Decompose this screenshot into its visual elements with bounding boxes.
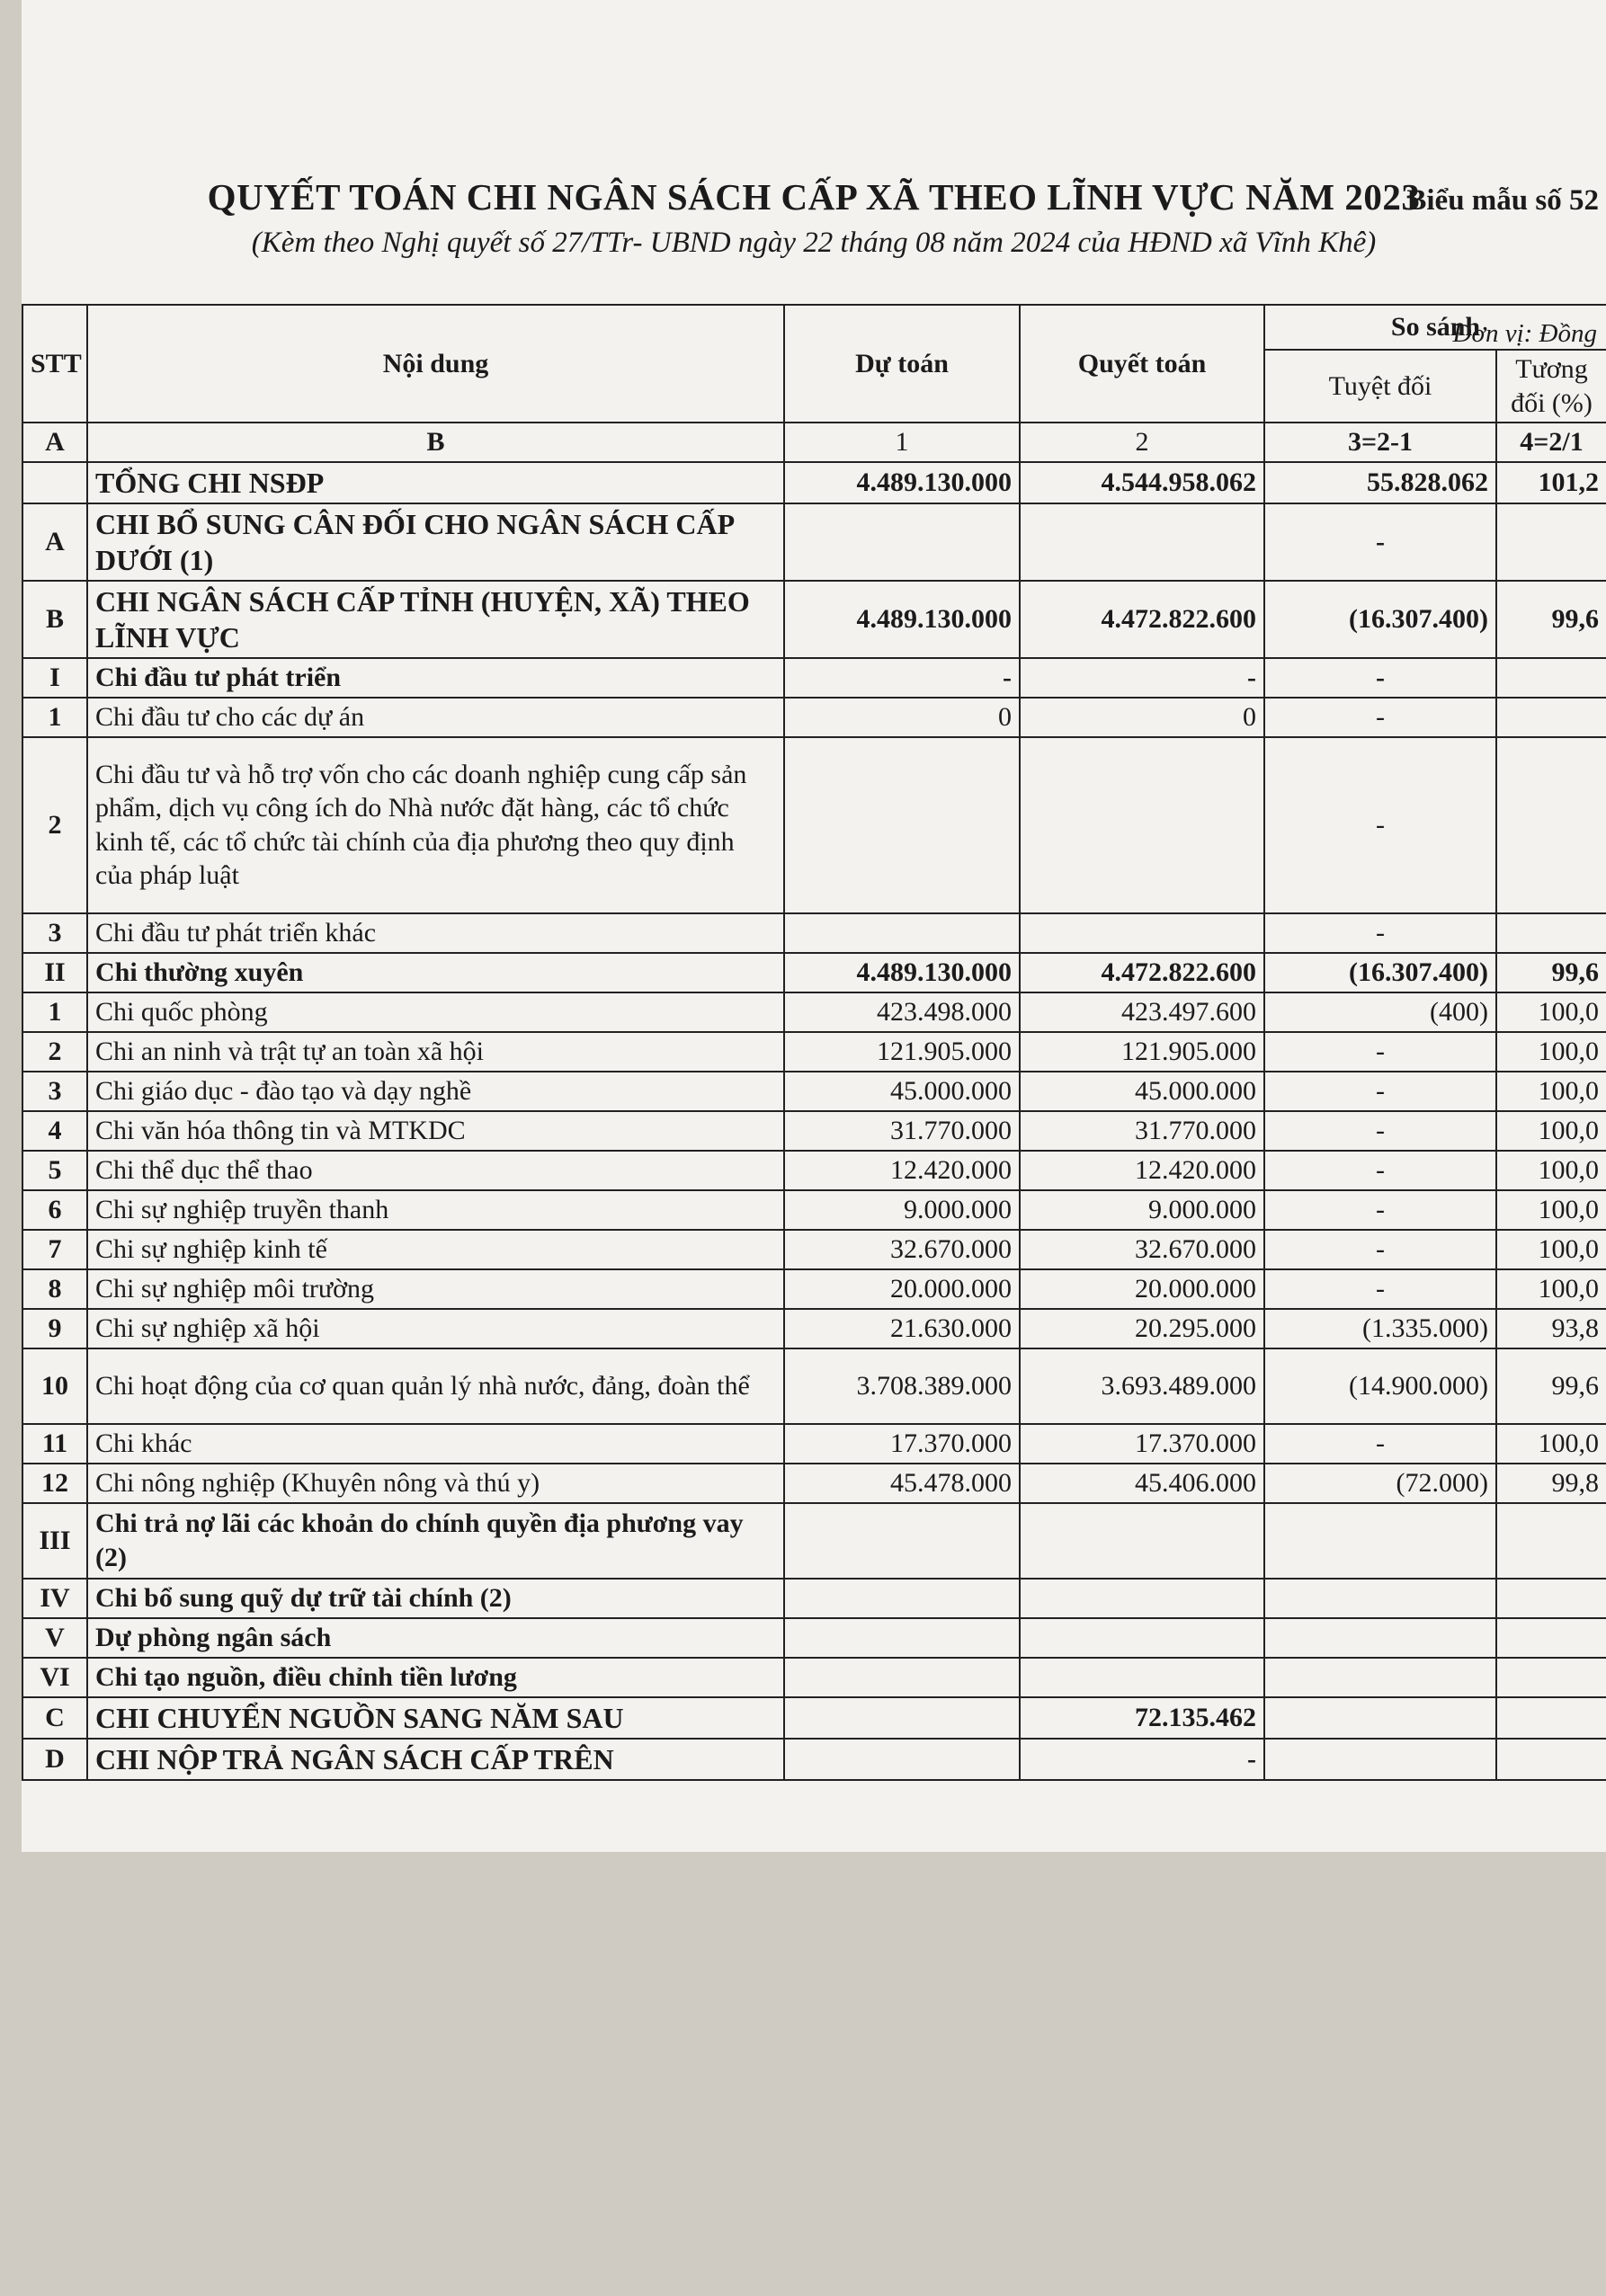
table-row bbox=[22, 1072, 1606, 1111]
cell-stt: VI bbox=[22, 1658, 87, 1697]
cell-relative bbox=[1496, 737, 1606, 913]
cell-absolute: - bbox=[1264, 1072, 1496, 1111]
cell-content: Chi sự nghiệp xã hội bbox=[87, 1309, 784, 1348]
cell-estimate: - bbox=[784, 658, 1020, 698]
cell-stt bbox=[22, 462, 87, 503]
cell-absolute: - bbox=[1264, 503, 1496, 581]
cell-content: CHI BỔ SUNG CÂN ĐỐI CHO NGÂN SÁCH CẤP DƯỚI (1) bbox=[87, 503, 784, 581]
cell-stt: V bbox=[22, 1618, 87, 1658]
cell-content: Chi đầu tư phát triển bbox=[87, 658, 784, 698]
cell-content: Chi khác bbox=[87, 1424, 784, 1464]
cell-absolute bbox=[1264, 1503, 1496, 1579]
cell-final: 32.670.000 bbox=[1020, 1230, 1264, 1269]
index-final: 2 bbox=[1020, 423, 1264, 462]
cell-absolute: - bbox=[1264, 913, 1496, 953]
cell-stt: A bbox=[22, 503, 87, 581]
cell-final: 4.472.822.600 bbox=[1020, 581, 1264, 658]
header-stt: STT bbox=[22, 305, 87, 423]
cell-final: 17.370.000 bbox=[1020, 1424, 1264, 1464]
table-row bbox=[22, 1424, 1606, 1464]
cell-final: 12.420.000 bbox=[1020, 1151, 1264, 1190]
cell-content: Chi thể dục thể thao bbox=[87, 1151, 784, 1190]
cell-stt: 1 bbox=[22, 992, 87, 1032]
cell-stt: 1 bbox=[22, 698, 87, 737]
cell-stt: 5 bbox=[22, 1151, 87, 1190]
currency-unit: Đơn vị: Đồng bbox=[1452, 319, 1597, 348]
cell-final: 45.406.000 bbox=[1020, 1464, 1264, 1503]
cell-content: Chi trả nợ lãi các khoản do chính quyền địa phương vay (2) bbox=[87, 1503, 784, 1579]
table-row bbox=[22, 737, 1606, 913]
budget-table-body bbox=[22, 462, 1606, 1780]
cell-estimate: 4.489.130.000 bbox=[784, 953, 1020, 992]
cell-estimate: 21.630.000 bbox=[784, 1309, 1020, 1348]
cell-stt: 8 bbox=[22, 1269, 87, 1309]
cell-estimate bbox=[784, 1503, 1020, 1579]
cell-content: TỔNG CHI NSĐP bbox=[87, 462, 784, 503]
cell-relative: 99,6 bbox=[1496, 581, 1606, 658]
cell-final: 20.295.000 bbox=[1020, 1309, 1264, 1348]
cell-stt: 2 bbox=[22, 737, 87, 913]
cell-content: Chi an ninh và trật tự an toàn xã hội bbox=[87, 1032, 784, 1072]
cell-absolute: - bbox=[1264, 1230, 1496, 1269]
cell-absolute bbox=[1264, 1658, 1496, 1697]
cell-stt: III bbox=[22, 1503, 87, 1579]
cell-estimate: 32.670.000 bbox=[784, 1230, 1020, 1269]
index-relative: 4=2/1 bbox=[1496, 423, 1606, 462]
table-row bbox=[22, 1464, 1606, 1503]
cell-content: CHI CHUYỂN NGUỒN SANG NĂM SAU bbox=[87, 1697, 784, 1739]
cell-relative bbox=[1496, 698, 1606, 737]
cell-content: Chi văn hóa thông tin và MTKDC bbox=[87, 1111, 784, 1151]
cell-relative bbox=[1496, 1697, 1606, 1739]
cell-relative bbox=[1496, 913, 1606, 953]
cell-absolute: (16.307.400) bbox=[1264, 953, 1496, 992]
cell-relative: 100,0 bbox=[1496, 992, 1606, 1032]
cell-content: Chi sự nghiệp truyền thanh bbox=[87, 1190, 784, 1230]
cell-estimate: 0 bbox=[784, 698, 1020, 737]
cell-absolute: - bbox=[1264, 658, 1496, 698]
table-row bbox=[22, 1348, 1606, 1424]
cell-final bbox=[1020, 1618, 1264, 1658]
table-row bbox=[22, 698, 1606, 737]
table-row bbox=[22, 1190, 1606, 1230]
cell-relative: 100,0 bbox=[1496, 1072, 1606, 1111]
cell-stt: 6 bbox=[22, 1190, 87, 1230]
cell-final bbox=[1020, 1658, 1264, 1697]
index-estimate: 1 bbox=[784, 423, 1020, 462]
cell-relative bbox=[1496, 1739, 1606, 1780]
cell-estimate: 31.770.000 bbox=[784, 1111, 1020, 1151]
cell-absolute bbox=[1264, 1739, 1496, 1780]
cell-relative: 100,0 bbox=[1496, 1424, 1606, 1464]
cell-final: 0 bbox=[1020, 698, 1264, 737]
table-row bbox=[22, 1230, 1606, 1269]
cell-content: Chi sự nghiệp môi trường bbox=[87, 1269, 784, 1309]
cell-stt: B bbox=[22, 581, 87, 658]
cell-stt: II bbox=[22, 953, 87, 992]
cell-absolute: - bbox=[1264, 1424, 1496, 1464]
cell-stt: C bbox=[22, 1697, 87, 1739]
table-row bbox=[22, 1658, 1606, 1697]
table-row bbox=[22, 953, 1606, 992]
cell-absolute bbox=[1264, 1697, 1496, 1739]
header-content: Nội dung bbox=[87, 305, 784, 423]
cell-final: 31.770.000 bbox=[1020, 1111, 1264, 1151]
budget-table bbox=[22, 304, 1606, 1781]
table-row bbox=[22, 1618, 1606, 1658]
cell-relative: 99,6 bbox=[1496, 1348, 1606, 1424]
cell-stt: 11 bbox=[22, 1424, 87, 1464]
cell-content: Chi giáo dục - đào tạo và dạy nghề bbox=[87, 1072, 784, 1111]
cell-final bbox=[1020, 1579, 1264, 1618]
cell-final bbox=[1020, 737, 1264, 913]
cell-stt: 12 bbox=[22, 1464, 87, 1503]
cell-stt: 3 bbox=[22, 913, 87, 953]
table-row bbox=[22, 992, 1606, 1032]
cell-stt: IV bbox=[22, 1579, 87, 1618]
cell-estimate bbox=[784, 1739, 1020, 1780]
cell-content: Chi bổ sung quỹ dự trữ tài chính (2) bbox=[87, 1579, 784, 1618]
cell-estimate: 4.489.130.000 bbox=[784, 462, 1020, 503]
header-compare: So sánh bbox=[1264, 305, 1606, 350]
cell-relative bbox=[1496, 1658, 1606, 1697]
table-row bbox=[22, 1697, 1606, 1739]
cell-relative bbox=[1496, 1579, 1606, 1618]
cell-absolute bbox=[1264, 1618, 1496, 1658]
cell-estimate: 20.000.000 bbox=[784, 1269, 1020, 1309]
form-number: Biểu mẫu số 52 bbox=[1406, 184, 1599, 217]
cell-relative: 100,0 bbox=[1496, 1151, 1606, 1190]
table-row bbox=[22, 913, 1606, 953]
cell-stt: 3 bbox=[22, 1072, 87, 1111]
cell-content: Dự phòng ngân sách bbox=[87, 1618, 784, 1658]
cell-estimate bbox=[784, 913, 1020, 953]
table-row bbox=[22, 1151, 1606, 1190]
cell-estimate: 423.498.000 bbox=[784, 992, 1020, 1032]
cell-estimate: 45.000.000 bbox=[784, 1072, 1020, 1111]
cell-estimate: 17.370.000 bbox=[784, 1424, 1020, 1464]
cell-relative: 100,0 bbox=[1496, 1032, 1606, 1072]
cell-stt: 4 bbox=[22, 1111, 87, 1151]
cell-content: CHI NỘP TRẢ NGÂN SÁCH CẤP TRÊN bbox=[87, 1739, 784, 1780]
table-row bbox=[22, 1579, 1606, 1618]
cell-estimate bbox=[784, 1579, 1020, 1618]
cell-estimate: 12.420.000 bbox=[784, 1151, 1020, 1190]
header-absolute: Tuyệt đối bbox=[1264, 350, 1496, 423]
cell-content: Chi quốc phòng bbox=[87, 992, 784, 1032]
cell-estimate bbox=[784, 1658, 1020, 1697]
cell-final: 3.693.489.000 bbox=[1020, 1348, 1264, 1424]
header-final: Quyết toán bbox=[1020, 305, 1264, 423]
cell-content: Chi hoạt động của cơ quan quản lý nhà nước, đảng, đoàn thể bbox=[87, 1348, 784, 1424]
cell-absolute: - bbox=[1264, 1111, 1496, 1151]
cell-stt: 10 bbox=[22, 1348, 87, 1424]
cell-content: Chi đầu tư và hỗ trợ vốn cho các doanh nghiệp cung cấp sản phẩm, dịch vụ công ích do Nhà nước đặt hàng, các tổ chức kinh tế, các tổ chức tài chính của địa phương theo quy định của pháp luật bbox=[87, 737, 784, 913]
cell-content: CHI NGÂN SÁCH CẤP TỈNH (HUYỆN, XÃ) THEO LĨNH VỰC bbox=[87, 581, 784, 658]
cell-relative bbox=[1496, 658, 1606, 698]
cell-stt: D bbox=[22, 1739, 87, 1780]
cell-content: Chi thường xuyên bbox=[87, 953, 784, 992]
cell-absolute: - bbox=[1264, 1190, 1496, 1230]
cell-absolute: - bbox=[1264, 737, 1496, 913]
cell-final bbox=[1020, 503, 1264, 581]
cell-final: 4.544.958.062 bbox=[1020, 462, 1264, 503]
cell-relative bbox=[1496, 1618, 1606, 1658]
cell-relative: 99,6 bbox=[1496, 953, 1606, 992]
table-row bbox=[22, 1309, 1606, 1348]
page-subtitle: (Kèm theo Nghị quyết số 27/TTr- UBND ngày 22 tháng 08 năm 2024 của HĐND xã Vĩnh Khê) bbox=[251, 227, 1377, 259]
table-row bbox=[22, 1739, 1606, 1780]
document-page bbox=[22, 0, 1606, 1852]
cell-estimate bbox=[784, 1618, 1020, 1658]
cell-estimate: 9.000.000 bbox=[784, 1190, 1020, 1230]
cell-absolute: (1.335.000) bbox=[1264, 1309, 1496, 1348]
table-row bbox=[22, 1269, 1606, 1309]
header-relative: Tương đối (%) bbox=[1496, 350, 1606, 423]
cell-estimate: 121.905.000 bbox=[784, 1032, 1020, 1072]
cell-stt: 9 bbox=[22, 1309, 87, 1348]
cell-content: Chi đầu tư cho các dự án bbox=[87, 698, 784, 737]
cell-estimate: 3.708.389.000 bbox=[784, 1348, 1020, 1424]
cell-relative: 101,2 bbox=[1496, 462, 1606, 503]
cell-final: - bbox=[1020, 1739, 1264, 1780]
page-title: QUYẾT TOÁN CHI NGÂN SÁCH CẤP XÃ THEO LĨNH VỰC NĂM 2023 bbox=[207, 176, 1421, 218]
cell-absolute: - bbox=[1264, 1151, 1496, 1190]
table-row bbox=[22, 1032, 1606, 1072]
cell-final: 4.472.822.600 bbox=[1020, 953, 1264, 992]
cell-stt: 2 bbox=[22, 1032, 87, 1072]
cell-final: 20.000.000 bbox=[1020, 1269, 1264, 1309]
cell-absolute: - bbox=[1264, 1269, 1496, 1309]
cell-absolute: (400) bbox=[1264, 992, 1496, 1032]
cell-absolute: - bbox=[1264, 698, 1496, 737]
cell-estimate bbox=[784, 1697, 1020, 1739]
table-row bbox=[22, 658, 1606, 698]
index-absolute: 3=2-1 bbox=[1264, 423, 1496, 462]
cell-absolute: - bbox=[1264, 1032, 1496, 1072]
index-content: B bbox=[87, 423, 784, 462]
cell-content: Chi tạo nguồn, điều chỉnh tiền lương bbox=[87, 1658, 784, 1697]
cell-final: 72.135.462 bbox=[1020, 1697, 1264, 1739]
table-row bbox=[22, 1111, 1606, 1151]
cell-final: 9.000.000 bbox=[1020, 1190, 1264, 1230]
header-estimate: Dự toán bbox=[784, 305, 1020, 423]
cell-stt: I bbox=[22, 658, 87, 698]
cell-final: 121.905.000 bbox=[1020, 1032, 1264, 1072]
cell-estimate bbox=[784, 503, 1020, 581]
table-row bbox=[22, 462, 1606, 503]
cell-final: 423.497.600 bbox=[1020, 992, 1264, 1032]
cell-absolute: (14.900.000) bbox=[1264, 1348, 1496, 1424]
cell-estimate bbox=[784, 737, 1020, 913]
cell-stt: 7 bbox=[22, 1230, 87, 1269]
cell-content: Chi nông nghiệp (Khuyên nông và thú y) bbox=[87, 1464, 784, 1503]
cell-estimate: 45.478.000 bbox=[784, 1464, 1020, 1503]
cell-final bbox=[1020, 913, 1264, 953]
cell-relative bbox=[1496, 503, 1606, 581]
table-row bbox=[22, 581, 1606, 658]
cell-relative: 100,0 bbox=[1496, 1230, 1606, 1269]
cell-absolute: (16.307.400) bbox=[1264, 581, 1496, 658]
cell-absolute: (72.000) bbox=[1264, 1464, 1496, 1503]
index-stt: A bbox=[22, 423, 87, 462]
cell-final: 45.000.000 bbox=[1020, 1072, 1264, 1111]
cell-content: Chi sự nghiệp kinh tế bbox=[87, 1230, 784, 1269]
cell-relative: 100,0 bbox=[1496, 1190, 1606, 1230]
cell-content: Chi đầu tư phát triển khác bbox=[87, 913, 784, 953]
cell-absolute bbox=[1264, 1579, 1496, 1618]
cell-relative: 100,0 bbox=[1496, 1111, 1606, 1151]
cell-relative: 99,8 bbox=[1496, 1464, 1606, 1503]
cell-absolute: 55.828.062 bbox=[1264, 462, 1496, 503]
cell-final: - bbox=[1020, 658, 1264, 698]
cell-final bbox=[1020, 1503, 1264, 1579]
cell-estimate: 4.489.130.000 bbox=[784, 581, 1020, 658]
cell-relative: 100,0 bbox=[1496, 1269, 1606, 1309]
cell-relative bbox=[1496, 1503, 1606, 1579]
cell-relative: 93,8 bbox=[1496, 1309, 1606, 1348]
table-row bbox=[22, 503, 1606, 581]
table-row bbox=[22, 1503, 1606, 1579]
